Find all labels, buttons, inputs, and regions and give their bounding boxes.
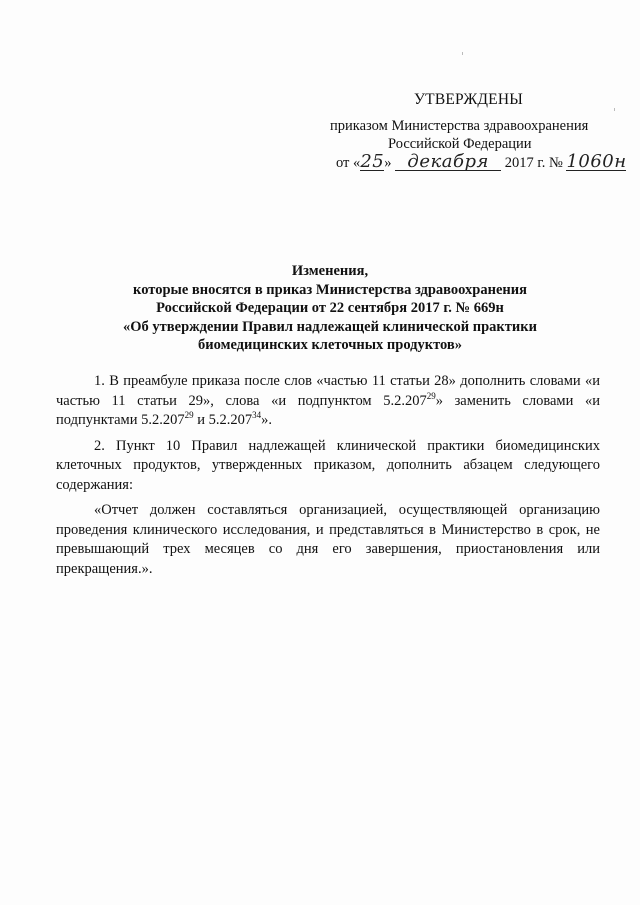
- scan-dust-mark: [462, 52, 463, 55]
- p1-text-c: и 5.2.207: [193, 412, 253, 428]
- document-title: [60, 262, 600, 355]
- approval-heading: УТВЕРЖДЕНЫ: [414, 91, 523, 108]
- p1-text-d: ».: [261, 412, 272, 428]
- p1-superscript-3: 34: [252, 410, 262, 421]
- approval-line-federation: Российской Федерации: [388, 136, 532, 152]
- title-line: которые вносятся в приказ Министерства здравоохранения: [133, 281, 527, 298]
- date-year-and-number-label: 2017 г. №: [504, 155, 563, 171]
- date-day-suffix: »: [384, 155, 392, 171]
- p1-text-a: 1. В преамбуле приказа после слов «частью 11 статьи 28» дополнить словами «и частью 11 статьи 29», слова «и подпунктом 5.2.207: [56, 373, 600, 409]
- document-body: [56, 372, 600, 585]
- approval-date-line: [336, 151, 627, 173]
- date-prefix: от «: [336, 155, 361, 171]
- paragraph-1: [56, 372, 600, 431]
- scan-dust-mark: [614, 108, 615, 111]
- approval-line-ministry: приказом Министерства здравоохранения: [330, 118, 589, 134]
- handwritten-day: 25: [360, 151, 385, 172]
- title-line: биомедицинских клеточных продуктов»: [197, 337, 463, 353]
- handwritten-order-number: 1060н: [566, 151, 627, 172]
- p1-superscript-2: 29: [184, 410, 194, 421]
- title-line: Российской Федерации от 22 сентября 2017 г. № 669н: [156, 300, 504, 316]
- title-line: Изменения,: [291, 263, 369, 279]
- handwritten-month: декабря: [395, 154, 501, 171]
- paragraph-3: «Отчет должен составляться организацией, осуществляющей организацию проведения клинического исследования, и представляться в Министерство в срок, не превышающий трех месяцев со дня его завершения, приостановления или прекращения.».: [56, 502, 600, 577]
- p1-text-b: » заменить словами «и подпунктами 5.2.207: [56, 392, 600, 428]
- paragraph-2: 2. Пункт 10 Правил надлежащей клинической практики биомедицинских клеточных продуктов, утвержденных приказом, дополнить абзацем следующего содержания:: [56, 437, 600, 493]
- p1-superscript-1: 29: [426, 390, 436, 401]
- title-line: «Об утверждении Правил надлежащей клинической практики: [123, 318, 537, 335]
